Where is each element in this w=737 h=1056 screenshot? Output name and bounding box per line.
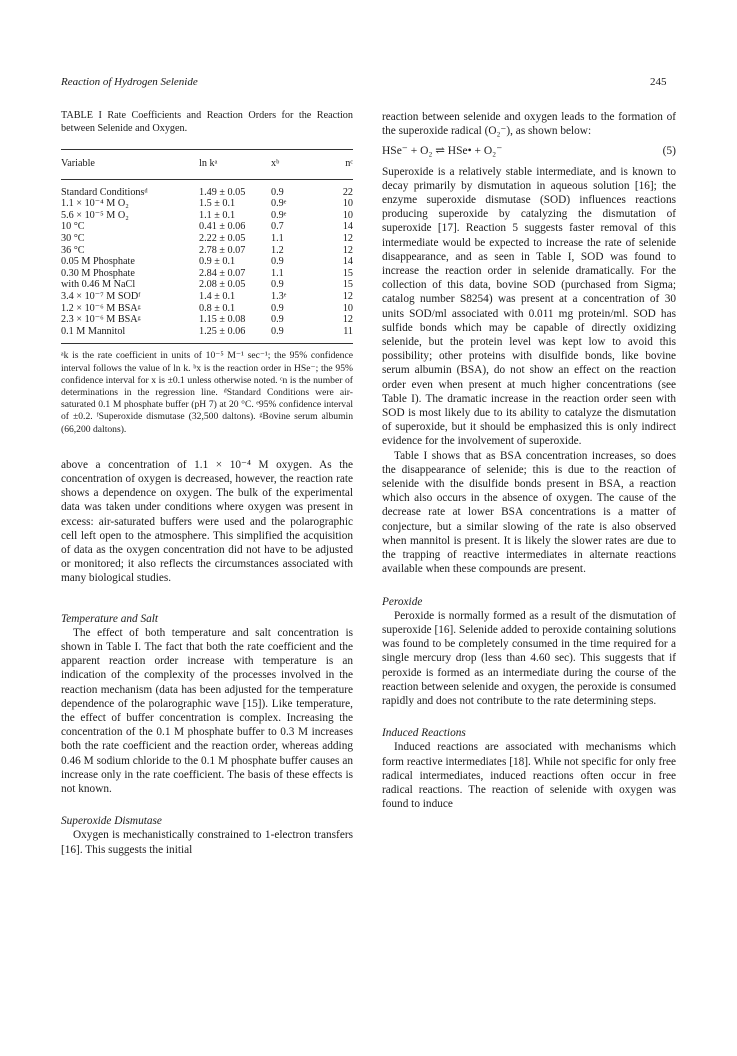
running-title: Reaction of Hydrogen Selenide [61, 76, 198, 88]
equation-number: (5) [662, 145, 676, 158]
table-cell: 36 °C [61, 244, 85, 256]
table-cell: 1.1 ± 0.1 [199, 209, 236, 221]
table-cell: 10 [342, 198, 353, 210]
paragraph: reaction between selenide and oxygen leads to the formation of the superoxide radical (O₂⁻), as shown below: [382, 111, 676, 138]
right-column [382, 110, 676, 811]
table-cell: 1.2 [271, 244, 284, 256]
table-cell: 1.49 ± 0.05 [199, 186, 246, 198]
table-cell: 0.9ᵉ [271, 209, 287, 221]
table-cell: 0.9 [271, 314, 284, 326]
table-cell: 12 [342, 314, 353, 326]
table-cell: 1.1 [271, 267, 284, 279]
table-cell: 15 [342, 279, 353, 291]
table-row [61, 256, 353, 268]
table-cell: 10 [342, 302, 353, 314]
column-header: ln kᵃ [199, 150, 271, 180]
table-cell: 0.9 [271, 302, 284, 314]
table-footnotes: ᵃk is the rate coefficient in units of 10⁻⁵ M⁻¹ sec⁻¹; the 95% confidence interval follows the value of ln k. ᵇx is the reaction order in HSe⁻; the 95% confidence interval for x is ±0.1 unless otherwise noted. ᶜn is the number of determinations in the regression line. ᵈStandard Conditions were air-saturated 0.1 M phosphate buffer (pH 7) at 20 °C. ᵉ95% confidence interval of ±0.2. ᶠSuperoxide dismutase (32,500 daltons). ᵍBovine serum albumin (66,200 daltons). [61, 350, 353, 435]
table-cell: 1.1 × 10⁻⁴ M O₂ [61, 198, 129, 210]
table-row [61, 210, 353, 222]
table-cell: 1.25 ± 0.06 [199, 326, 271, 344]
section-heading: Induced Reactions [382, 727, 466, 740]
section-heading: Temperature and Salt [61, 612, 159, 625]
table-cell: 2.78 ± 0.07 [199, 244, 246, 256]
left-column [61, 110, 353, 857]
table-cell: with 0.46 M NaCl [61, 279, 136, 291]
page-number: 245 [650, 76, 667, 88]
table-row [61, 179, 353, 198]
paragraph: Induced reactions are associated with mechanisms which form reactive intermediates [18]. While not specific for only free radical intermediates, induced reactions often occur in free radical reactions. The reaction of selenide with oxygen was found to induce [382, 741, 676, 811]
table-cell: 0.9 [271, 186, 284, 198]
paragraph: Oxygen is mechanistically constrained to 1-electron transfers [16]. This suggests the initial [61, 829, 353, 856]
table-cell: 0.9 ± 0.1 [199, 256, 236, 268]
equation-body: HSe⁻ + O₂ ⇌ HSe• + O₂⁻ [382, 145, 503, 158]
table-row [61, 268, 353, 280]
paragraph: above a concentration of 1.1 × 10⁻⁴ M oxygen. As the concentration of oxygen is decreased, however, the reaction rate shows a dependence on oxygen. The bulk of the experimental data was taken under conditions where oxygen was present in excess: air-saturated buffers were used and the polarographic cell left open to the atmosphere. This simplified the acquisition of data as the oxygen concentration did not have to be adjusted or monitored; it also reflects the circumstances associated with many biological studies. [61, 458, 353, 585]
equation-5 [382, 144, 676, 158]
paragraph: Table I shows that as BSA concentration increases, so does the disappearance of selenide; this is due to the reaction of selenide with the disulfide bonds present in BSA, a reaction which also occurs in the absence of oxygen. The cause of the decrease rate at lower BSA concentrations is a matter of conjecture, but a similar slowing of the rate is also observed when mannitol is present. It is likely the slower rates are due to the trapping of reactive intermediates in alternate reactions available when these compounds are present. [382, 449, 676, 576]
table-cell: 0.41 ± 0.06 [199, 221, 246, 233]
table-header-row [61, 150, 353, 180]
column-header: nᶜ [323, 150, 353, 180]
paragraph: The effect of both temperature and salt concentration is shown in Table I. The fact that both the rate coefficient and the apparent reaction order increase with temperature is an indication of the complexity of the processes involved in the reaction mechanism (data has been adjusted for the temperature dependence of the polarographic wave [15]). Like temperature, the effect of buffer concentration is complex. Increasing the concentration of the 0.1 M phosphate buffer to 0.3 M increases both the rate coefficient and the reaction order, whereas adding 0.46 M sodium chloride to the 0.1 M phosphate buffer causes an increase only in the rate coefficient. The basis of these effects is not known. [61, 626, 353, 795]
table-cell: 10 °C [61, 221, 85, 233]
table-cell: 1.2 × 10⁻⁶ M BSAᵍ [61, 302, 141, 314]
table-cell: 5.6 × 10⁻⁵ M O₂ [61, 209, 129, 221]
table-row [61, 221, 353, 233]
table-cell: 12 [342, 232, 353, 244]
table-cell: 12 [342, 244, 353, 256]
paragraph: Superoxide is a relatively stable intermediate, and is known to decay primarily by dismutation in aqueous solution [16]; the enzyme superoxide dismutase (SOD) influences reactions producing superoxide by catalyzing the dismutation of superoxide [17]. Reaction 5 suggests faster removal of this intermediate would be expected to increase the rate of selenide disappearance, and as seen in Table I, SOD was found to increase the reaction order in selenide dramatically. For the collection of this data, bovine SOD (purchased from Sigma; catalog number S8254) was present at a concentration of 30 units SOD/ml associated with 0.011 mg protein/ml. SOD has sulfide bonds which may be capable of directly oxidizing selenide, but the protein level was kept low to avoid this possibility; other proteins with disulfide bonds, like bovine serum albumin (BSA), do not show an effect on the reaction order even when present at much higher concentrations (see Table I). The dramatic increase in the reaction order seen with SOD is most likely due to its ability to catalyze the dismutation of superoxide, but it should be emphasized this is only indirect evidence for the involvement of superoxide. [382, 165, 676, 448]
table-row [61, 198, 353, 210]
table-cell: 0.9 [271, 326, 323, 344]
table-cell: 1.5 ± 0.1 [199, 198, 236, 210]
table-cell: 1.3ᵉ [271, 290, 287, 302]
table-cell: 0.30 M Phosphate [61, 267, 135, 279]
table-cell: 15 [342, 267, 353, 279]
table-row [61, 291, 353, 303]
table-cell: 14 [342, 256, 353, 268]
table-cell: 3.4 × 10⁻⁷ M SODᶠ [61, 290, 141, 302]
table-cell: 30 °C [61, 232, 85, 244]
table-row [61, 303, 353, 315]
table-cell: 12 [342, 290, 353, 302]
column-header: xᵇ [271, 150, 323, 180]
table-cell: 1.1 [271, 232, 284, 244]
table-cell: 11 [323, 326, 353, 344]
table-row [61, 314, 353, 326]
table-row [61, 233, 353, 245]
table-cell: 1.15 ± 0.08 [199, 314, 246, 326]
table-cell: 2.22 ± 0.05 [199, 232, 246, 244]
column-header: Variable [61, 150, 199, 180]
table-cell: 2.3 × 10⁻⁶ M BSAᵍ [61, 314, 141, 326]
table-cell: 1.4 ± 0.1 [199, 290, 236, 302]
table-cell: 2.08 ± 0.05 [199, 279, 246, 291]
paragraph: Peroxide is normally formed as a result of the dismutation of superoxide [16]. Selenide added to peroxide containing solutions was found to be completely consumed in the time required for a single mercury drop (less than 4.60 sec). This suggests that if peroxide is formed as an intermediate during the course of the reaction between selenide and oxygen, the peroxide is consumed rapidly and does not contribute to the rate determining steps. [382, 609, 676, 707]
table-cell: 14 [342, 221, 353, 233]
table-cell: 0.1 M Mannitol [61, 326, 199, 344]
section-heading: Peroxide [382, 595, 423, 608]
table-cell: 0.7 [271, 221, 284, 233]
table-cell: 0.9 [271, 256, 284, 268]
table-cell: Standard Conditionsᵈ [61, 186, 148, 198]
table-cell: 0.9ᵉ [271, 198, 287, 210]
table-cell: 0.05 M Phosphate [61, 256, 135, 268]
section-heading: Superoxide Dismutase [61, 815, 162, 828]
table-cell: 10 [342, 209, 353, 221]
table-cell: 2.84 ± 0.07 [199, 267, 246, 279]
table-row [61, 245, 353, 257]
table-cell: 22 [342, 186, 353, 198]
table-cell: 0.8 ± 0.1 [199, 302, 236, 314]
table-row [61, 326, 353, 344]
table-caption: TABLE I Rate Coefficients and Reaction Orders for the Reaction between Selenide and Oxygen. [61, 110, 353, 134]
rate-table [61, 149, 353, 344]
table-cell: 0.9 [271, 279, 284, 291]
table-row [61, 279, 353, 291]
